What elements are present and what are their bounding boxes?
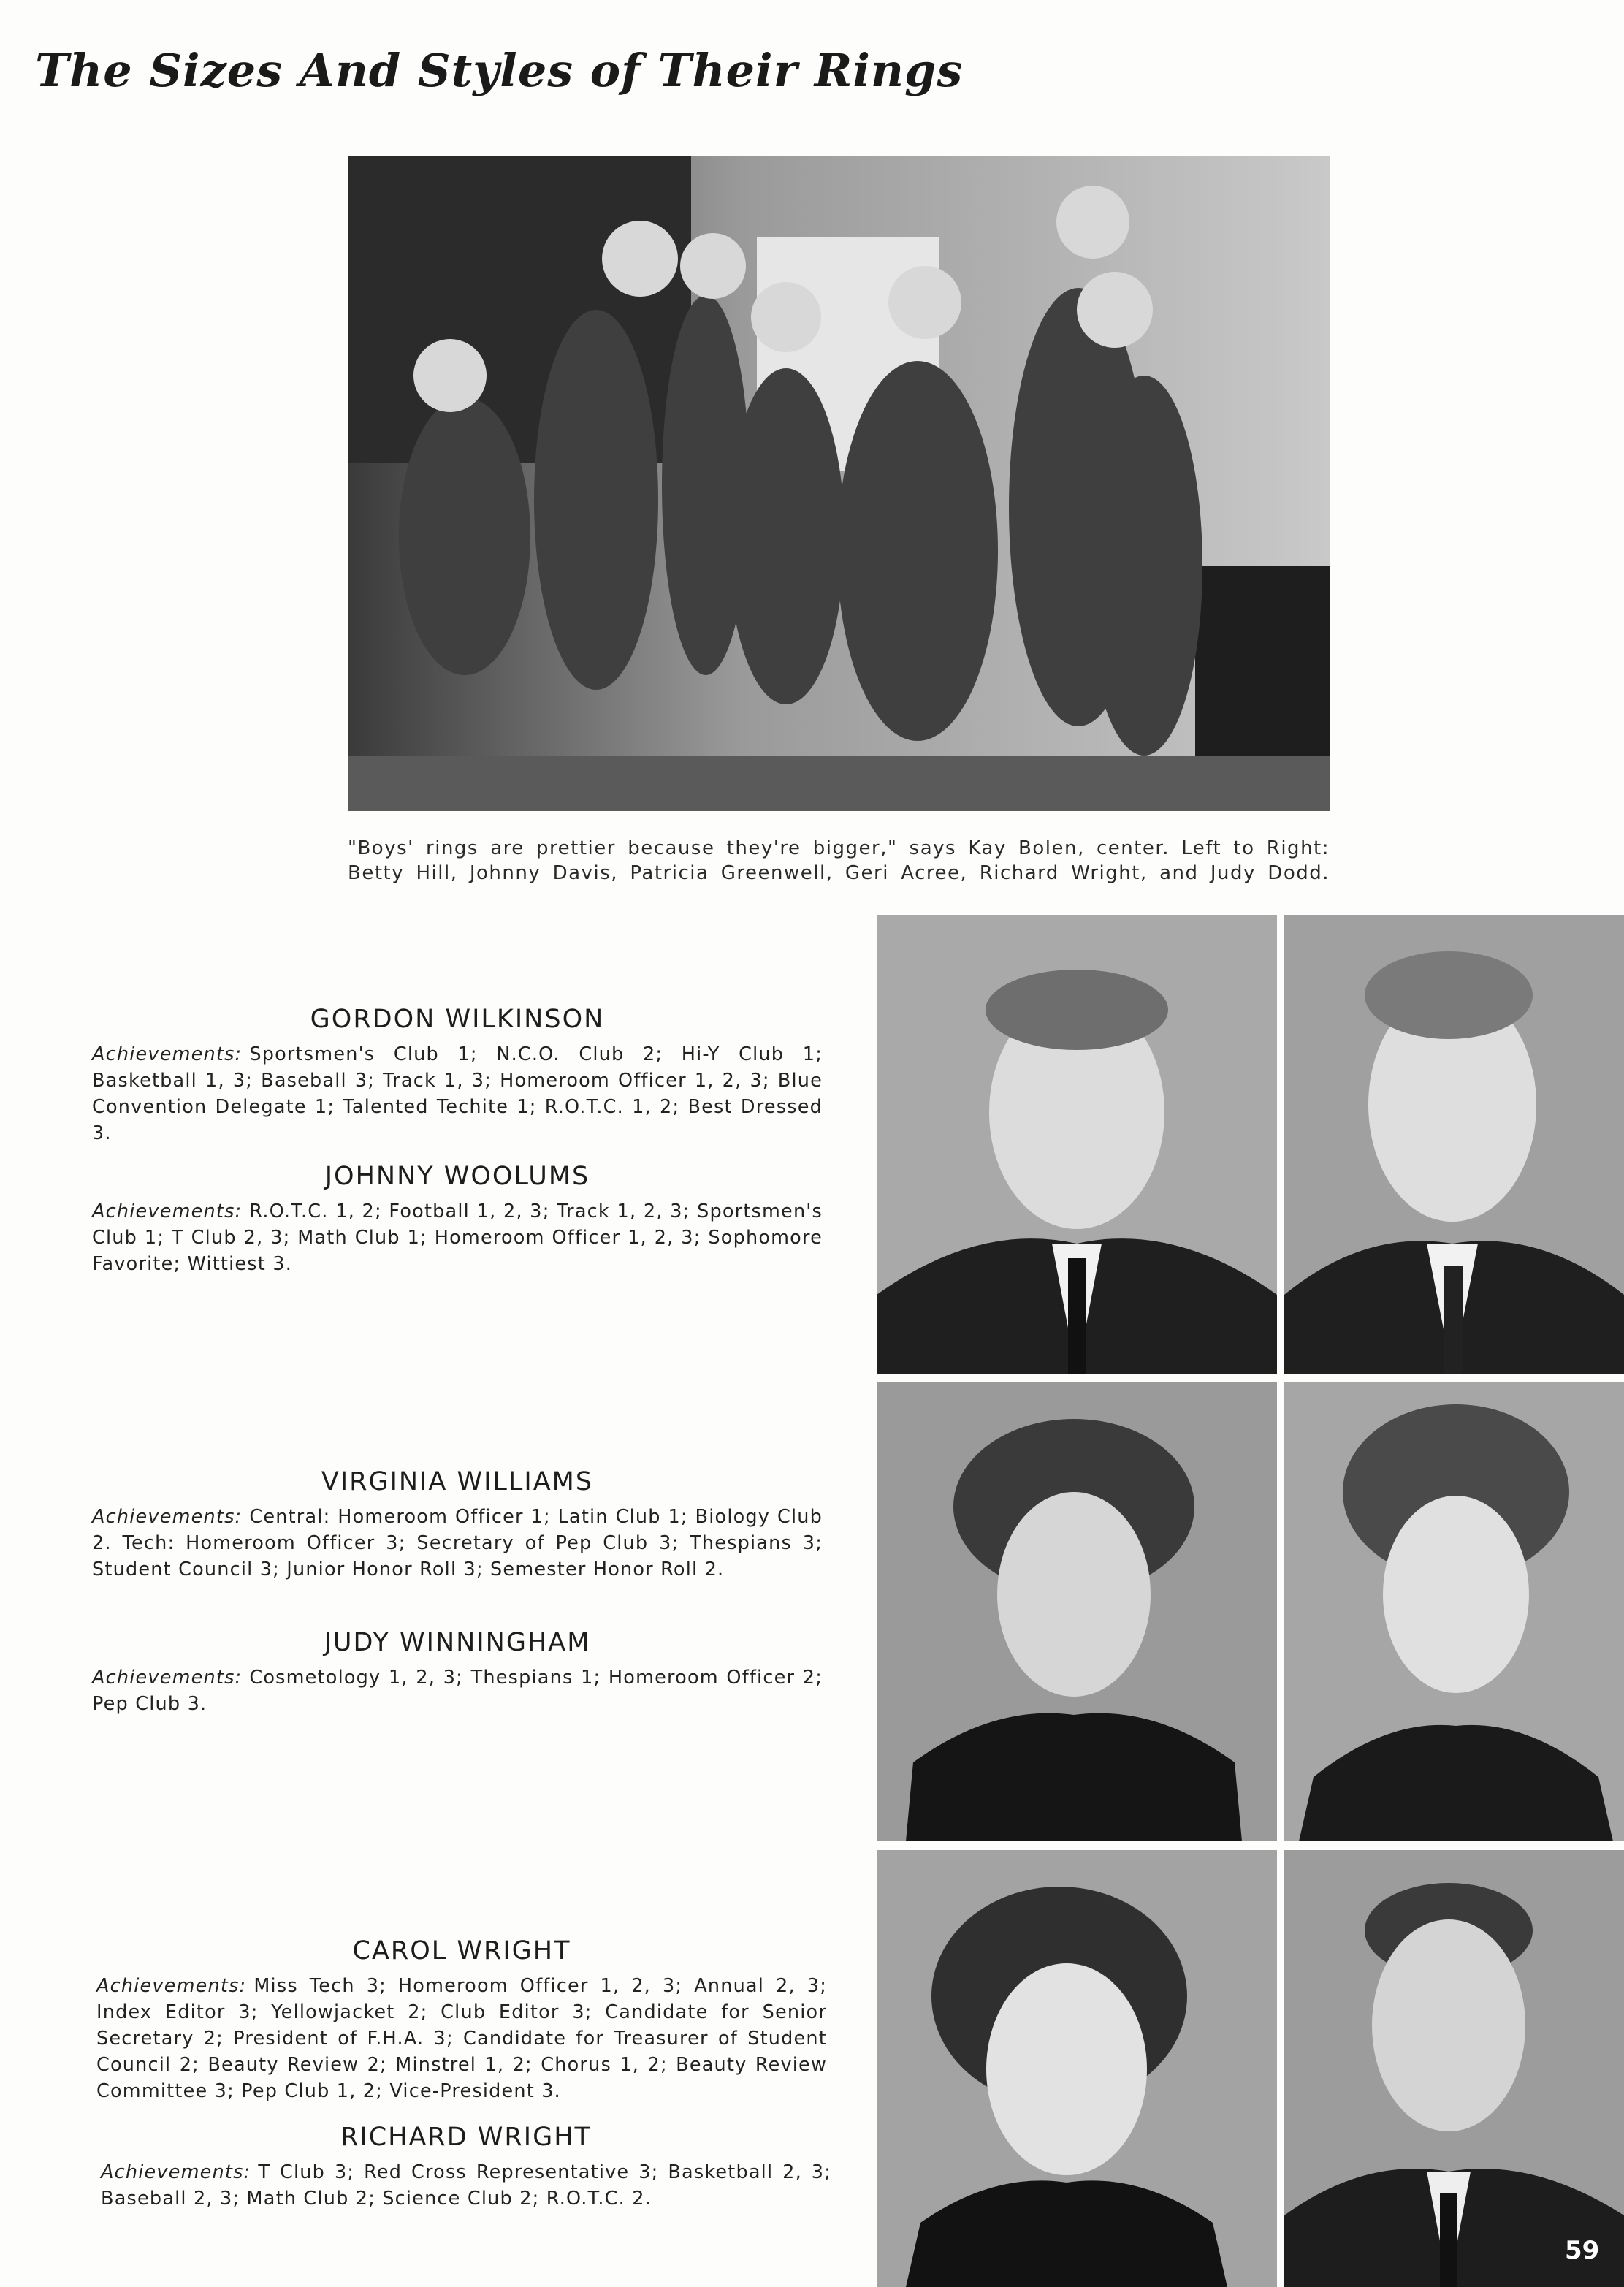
caption-line-1: "Boys' rings are prettier because they're bigger," says Kay Bolen, center. Left to Right: — [348, 837, 1330, 859]
achievements-label: Achievements: — [92, 1200, 243, 1222]
student-achievements — [101, 2159, 831, 2212]
student-name: VIRGINIA WILLIAMS — [321, 1467, 594, 1496]
achievements-label: Achievements: — [96, 1975, 247, 1997]
achievements-label: Achievements: — [92, 1667, 243, 1689]
portrait-virginia-williams — [877, 1382, 1277, 1841]
portrait-gordon-wilkinson — [877, 915, 1277, 1374]
portrait-johnny-woolums — [1284, 915, 1624, 1374]
student-name: GORDON WILKINSON — [310, 1005, 605, 1034]
student-entry-virginia-williams — [92, 1467, 823, 1583]
achievements-text: Miss Tech 3; Homeroom Officer 1, 2, 3; Annual 2, 3; Index Editor 3; Yellowjacket 2; Club Editor 3; Candidate for Senior Secretary 2; President of F.H.A. 3; Candidate for Treasurer of Student Council 2; Beauty Review 2; Minstrel 1, 2; Chorus 1, 2; Beauty Review Committee 3; Pep Club 1, 2; Vice-President 3. — [96, 1975, 827, 2102]
student-achievements — [92, 1504, 823, 1583]
achievements-text: Central: Homeroom Officer 1; Latin Club 1; Biology Club 2. Tech: Homeroom Officer 3; Secretary of Pep Club 3; Thespians 3; Student Council 3; Junior Honor Roll 3; Semester Honor Roll 2. — [92, 1506, 823, 1580]
student-achievements — [92, 1664, 823, 1717]
student-achievements — [96, 1973, 827, 2104]
achievements-text: T Club 3; Red Cross Representative 3; Basketball 2, 3; Baseball 2, 3; Math Club 2; Science Club 2; R.O.T.C. 2. — [101, 2161, 831, 2210]
student-entry-richard-wright — [101, 2123, 831, 2212]
student-entry-carol-wright — [96, 1936, 827, 2104]
student-entry-judy-winningham — [92, 1628, 823, 1717]
student-name: CAROL WRIGHT — [352, 1936, 571, 1966]
portrait-image — [877, 915, 1277, 1374]
achievements-label: Achievements: — [92, 1043, 243, 1065]
student-entry-johnny-woolums — [92, 1162, 823, 1277]
student-entry-gordon-wilkinson — [92, 1005, 823, 1146]
achievements-label: Achievements: — [101, 2161, 251, 2183]
achievements-text: R.O.T.C. 1, 2; Football 1, 2, 3; Track 1, 2, 3; Sportsmen's Club 1; T Club 2, 3; Math Club 1; Homeroom Officer 1, 2, 3; Sophomore Favorite; Wittiest 3. — [92, 1200, 823, 1275]
portrait-richard-wright — [1284, 1850, 1624, 2287]
caption-line-2: Betty Hill, Johnny Davis, Patricia Greenwell, Geri Acree, Richard Wright, and Judy Dodd. — [348, 862, 1330, 884]
page-number: 59 — [1565, 2236, 1600, 2265]
portrait-carol-wright — [877, 1850, 1277, 2287]
achievements-text: Cosmetology 1, 2, 3; Thespians 1; Homeroom Officer 2; Pep Club 3. — [92, 1667, 823, 1715]
photo-caption — [348, 836, 1330, 886]
student-name: JUDY WINNINGHAM — [324, 1628, 591, 1657]
portrait-image — [1284, 1850, 1624, 2287]
group-photo — [348, 156, 1330, 811]
student-name: JOHNNY WOOLUMS — [324, 1162, 590, 1191]
page-title: The Sizes And Styles of Their Rings — [35, 44, 964, 97]
achievements-text: Sportsmen's Club 1; N.C.O. Club 2; Hi-Y Club 1; Basketball 1, 3; Baseball 3; Track 1, 3; Homeroom Officer 1, 2, 3; Blue Convention Delegate 1; Talented Techite 1; R.O.T.C. 1, 2; Best Dressed 3. — [92, 1043, 823, 1144]
portrait-image — [877, 1382, 1277, 1841]
portrait-image — [1284, 915, 1624, 1374]
achievements-label: Achievements: — [92, 1506, 243, 1528]
portrait-judy-winningham — [1284, 1382, 1624, 1841]
group-photo-image — [348, 156, 1330, 811]
student-achievements — [92, 1041, 823, 1146]
student-name: RICHARD WRIGHT — [340, 2123, 592, 2152]
portrait-image — [1284, 1382, 1624, 1841]
portrait-image — [877, 1850, 1277, 2287]
student-achievements — [92, 1198, 823, 1277]
